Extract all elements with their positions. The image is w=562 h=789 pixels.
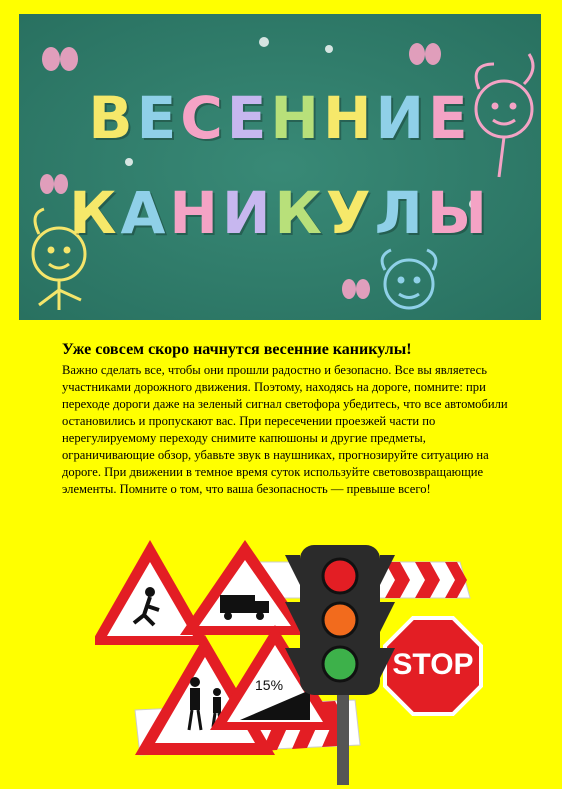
banner-letter: К: [69, 179, 121, 247]
article: [62, 340, 512, 498]
banner-letter: Н: [169, 179, 222, 247]
banner-title-line1: [19, 84, 541, 152]
banner-letter: Л: [374, 179, 427, 247]
stop-sign-label: STOP: [392, 648, 474, 681]
chalkboard-background: [19, 14, 541, 320]
banner-letter: А: [120, 179, 170, 247]
banner-letter: В: [88, 84, 137, 152]
stop-sign: [385, 618, 481, 714]
banner-letter: Е: [136, 84, 181, 152]
banner-letter: И: [375, 84, 429, 152]
banner-letter: И: [221, 179, 275, 247]
slope-percent-label: 15%: [255, 677, 284, 693]
yellow-light: [323, 603, 357, 637]
banner-letter: Е: [428, 84, 472, 152]
banner-image: [19, 14, 541, 320]
article-body: Важно сделать все, чтобы они прошли радостно и безопасно. Все вы являетесь участниками дорожного движения. Поэтому, находясь на дороге, помните: при переходе дороги даже на зеленый сигнал светофора убедитесь, что все автомобили остановились и пропускают вас. При пересечении проезжей части по нерегулируемому переходу снимите капюшоны и другие предметы, ограничивающие обзор, убавьте звук в наушниках, прогнозируйте ситуацию на дороге. При движении в темное время суток используйте световозвращающие элементы. Помните о том, что ваша безопасность — превыше всего!: [62, 363, 508, 496]
banner-letter: С: [180, 84, 227, 152]
green-light: [323, 647, 357, 681]
banner-letter: Ы: [426, 179, 491, 247]
banner-letter: Н: [270, 84, 323, 152]
road-signs-illustration: [95, 540, 505, 785]
article-heading: Уже совсем скоро начнутся весенние каникулы!: [62, 341, 412, 358]
red-light: [323, 559, 357, 593]
banner-letter: Н: [322, 84, 376, 152]
banner-title-line2: [19, 179, 541, 247]
banner-letter: К: [274, 179, 326, 247]
banner-letter: Е: [226, 84, 271, 152]
traffic-light: [285, 545, 395, 785]
banner-letter: У: [325, 179, 375, 247]
